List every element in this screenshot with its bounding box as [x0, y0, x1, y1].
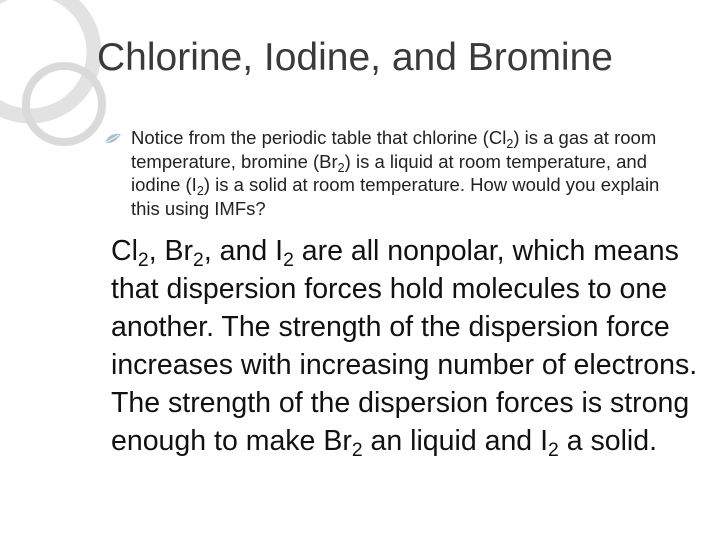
bullet-item	[104, 126, 664, 220]
leaf-bullet-icon	[104, 132, 122, 146]
ring-large	[0, 0, 94, 116]
body-paragraph: $Cl_2$, $Br_2$, and $I_2$ are all nonpolar, which means that dispersion forces hold molecules to one another. The strength of the dispersion force increases with increasing number of electrons. The strength of the dispersion forces is strong enough to make $Br_2$ an liquid and $I_2$ a solid.	[111, 235, 698, 461]
slide-title: Chlorine, Iodine, and Bromine	[97, 36, 613, 79]
bullet-text: Notice from the periodic table that chlorine $(Cl_2)$ is a gas at room temperature, bromine $(Br_2)$ is a liquid at room temperature, and iodine $(I_2)$ is a solid at room temperature. How would you explain this using IMFs?	[131, 127, 660, 219]
